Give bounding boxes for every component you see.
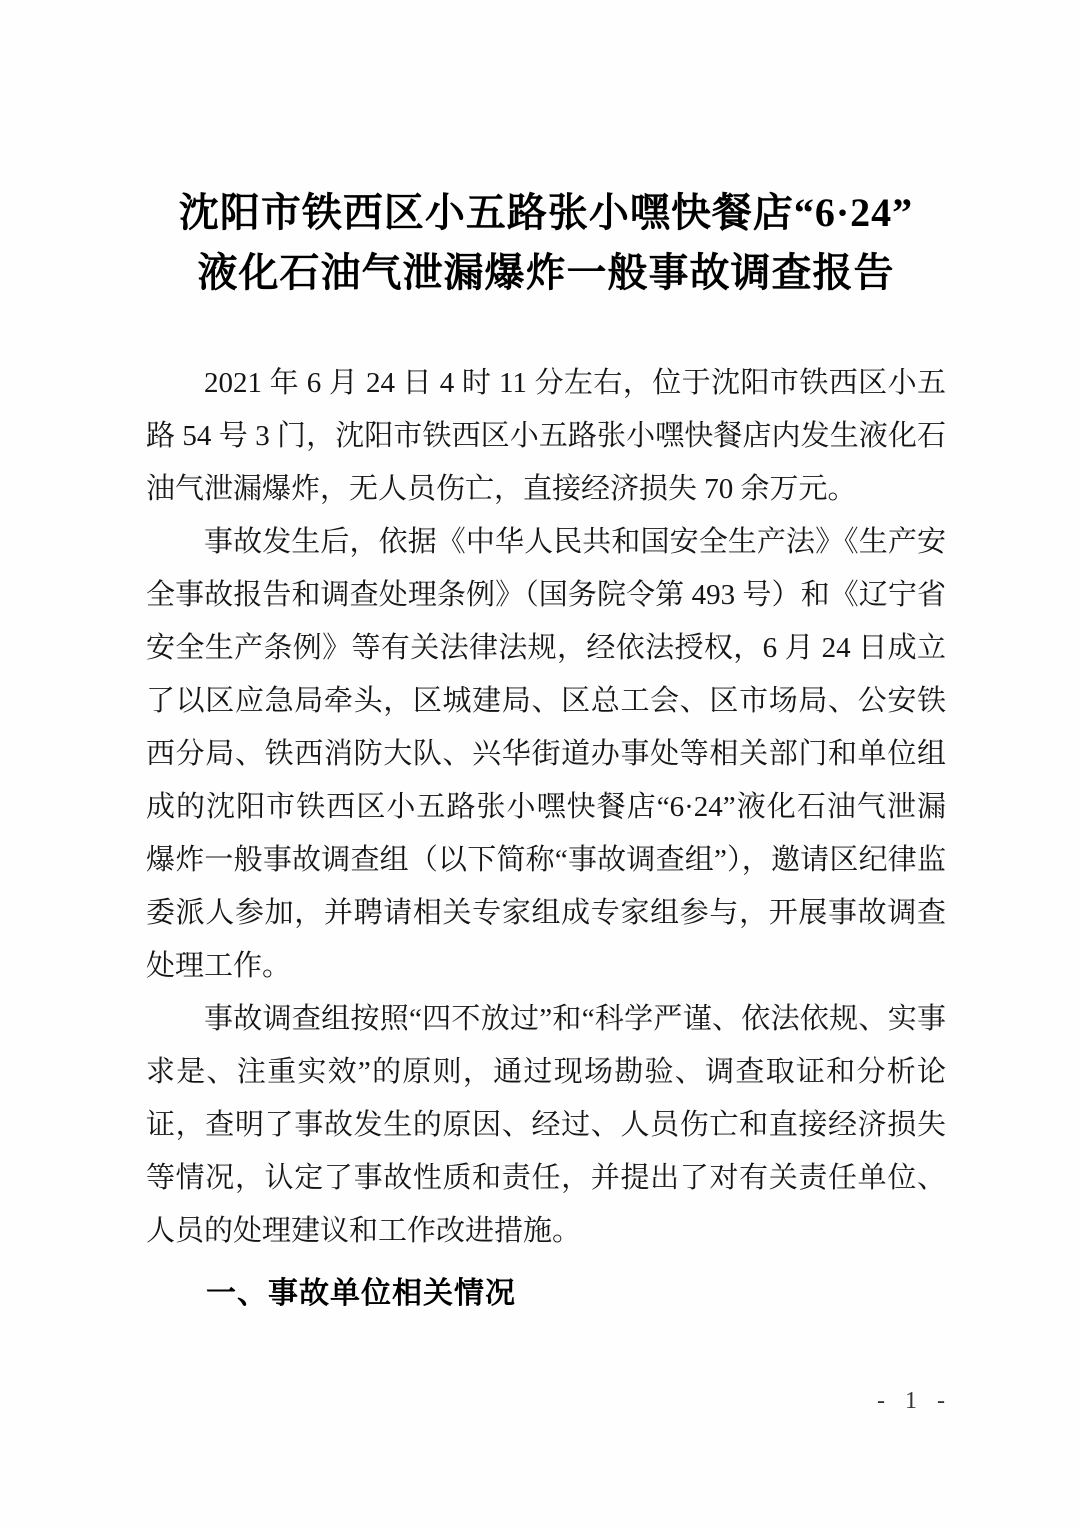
paragraph-investigation-team: 事故发生后，依据《中华人民共和国安全生产法》《生产安全事故报告和调查处理条例》（国务院令第 493 号）和《辽宁省安全生产条例》等有关法律法规，经依法授权，6 月 24 日成立了以区应急局牵头，区城建局、区总工会、区市场局、公安铁西分局、铁西消防大队、兴华街道办事处等相关部门和单位组成的沈阳市铁西区小五路张小嘿快餐店“6·24”液化石油气泄漏爆炸一般事故调查组（以下简称“事故调查组”），邀请区纪律监委派人参加，并聘请相关专家组成专家组参与，开展事故调查处理工作。 — [146, 526, 946, 982]
title-line-1: 沈阳市铁西区小五路张小嘿快餐店“6·24” — [178, 190, 914, 235]
paragraph-intro: 2021 年 6 月 24 日 4 时 11 分左右，位于沈阳市铁西区小五路 54 号 3 门，沈阳市铁西区小五路张小嘿快餐店内发生液化石油气泄漏爆炸，无人员伤亡，直接经济损失 70 余万元。 — [146, 367, 946, 505]
section-heading-1: 一、事故单位相关情况 — [206, 1276, 516, 1311]
title-line-2: 液化石油气泄漏爆炸一般事故调查报告 — [197, 250, 895, 295]
page-number: - 1 - — [877, 1388, 952, 1414]
document-title — [146, 183, 946, 303]
paragraph-principles: 事故调查组按照“四不放过”和“科学严谨、依法依规、实事求是、注重实效”的原则，通过现场勘验、调查取证和分析论证，查明了事故发生的原因、经过、人员伤亡和直接经济损失等情况，认定了事故性质和责任，并提出了对有关责任单位、人员的处理建议和工作改进措施。 — [146, 1003, 946, 1247]
document-content — [146, 183, 946, 1316]
